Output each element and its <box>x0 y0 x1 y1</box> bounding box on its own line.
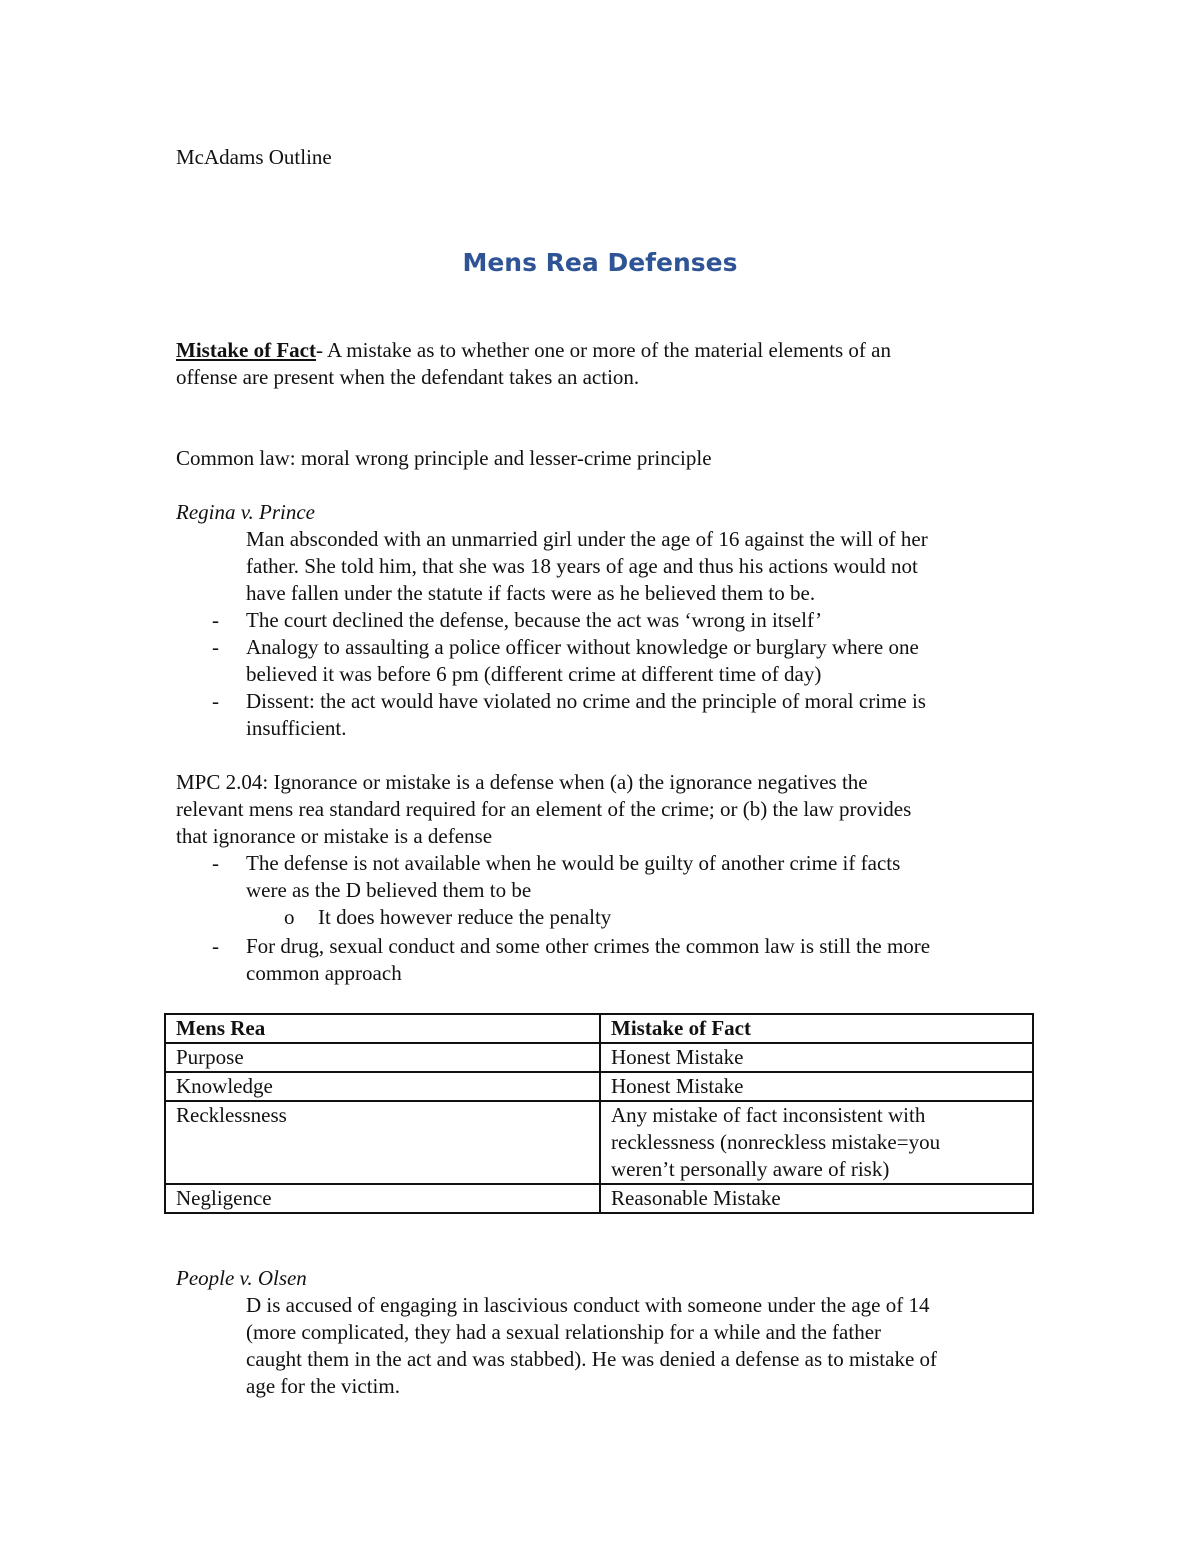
mens-rea-table <box>164 1013 1034 1214</box>
table-cell <box>600 1101 1033 1184</box>
sub-bullet-text: It does however reduce the penalty <box>318 905 612 929</box>
table-cell: Purpose <box>165 1043 600 1072</box>
facts-line-3: have fallen under the statute if facts were as he believed them to be. <box>246 581 816 605</box>
column-header-mens-rea: Mens Rea <box>165 1014 600 1043</box>
mistake-of-fact-definition <box>176 337 1036 391</box>
bullet-text: The defense is not available when he would be guilty of another crime if facts <box>246 851 901 875</box>
dash-marker: - <box>212 689 219 713</box>
table-cell: Honest Mistake <box>600 1072 1033 1101</box>
mpc-line-1: MPC 2.04: Ignorance or mistake is a defense when (a) the ignorance negatives the <box>176 770 868 794</box>
olsen-line-4: age for the victim. <box>246 1374 400 1398</box>
bullet-text: Dissent: the act would have violated no crime and the principle of moral crime is <box>246 689 926 713</box>
circle-bullet-marker: o <box>284 905 295 929</box>
olsen-line-3: caught them in the act and was stabbed). He was denied a defense as to mistake of <box>246 1347 938 1371</box>
dash-marker: - <box>212 934 219 958</box>
common-law-line: Common law: moral wrong principle and lesser-crime principle <box>176 446 712 470</box>
table-cell: Knowledge <box>165 1072 600 1101</box>
mpc-line-3: that ignorance or mistake is a defense <box>176 824 493 848</box>
case-name-olsen: People v. Olsen <box>176 1266 307 1290</box>
olsen-line-2: (more complicated, they had a sexual relationship for a while and the father <box>246 1320 882 1344</box>
bullet-text: believed it was before 6 pm (different crime at different time of day) <box>246 662 822 686</box>
bullet-text: For drug, sexual conduct and some other crimes the common law is still the more <box>246 934 931 958</box>
olsen-facts <box>246 1292 1036 1400</box>
outline-header: McAdams Outline <box>176 145 332 169</box>
dash-marker: - <box>212 851 219 875</box>
cell-line: weren’t personally aware of risk) <box>611 1157 890 1181</box>
table-header-row <box>165 1014 1033 1043</box>
table-row <box>165 1072 1033 1101</box>
cell-line: recklessness (nonreckless mistake=you <box>611 1130 941 1154</box>
mpc-line-2: relevant mens rea standard required for an element of the crime; or (b) the law provides <box>176 797 912 821</box>
column-header-mistake-of-fact: Mistake of Fact <box>600 1014 1033 1043</box>
case-name-regina: Regina v. Prince <box>176 500 315 524</box>
table-row <box>165 1043 1033 1072</box>
table-cell: Honest Mistake <box>600 1043 1033 1072</box>
table-cell: Reasonable Mistake <box>600 1184 1033 1213</box>
bullet-text: were as the D believed them to be <box>246 878 532 902</box>
bullet-text: insufficient. <box>246 716 347 740</box>
page-title: Mens Rea Defenses <box>462 248 738 277</box>
dash-marker: - <box>212 608 219 632</box>
dash-marker: - <box>212 635 219 659</box>
mistake-of-fact-term: Mistake of Fact <box>176 338 316 362</box>
mpc-paragraph <box>176 769 1036 850</box>
table-row <box>165 1101 1033 1184</box>
olsen-line-1: D is accused of engaging in lascivious conduct with someone under the age of 14 <box>246 1293 930 1317</box>
definition-line-2: offense are present when the defendant takes an action. <box>176 365 640 389</box>
bullet-text: The court declined the defense, because the act was ‘wrong in itself’ <box>246 608 823 632</box>
facts-line-2: father. She told him, that she was 18 years of age and thus his actions would not <box>246 554 918 578</box>
definition-line-1: - A mistake as to whether one or more of the material elements of an <box>315 338 891 362</box>
table-cell: Recklessness <box>165 1101 600 1184</box>
cell-line: Any mistake of fact inconsistent with <box>611 1103 926 1127</box>
regina-facts <box>246 526 1036 607</box>
bullet-text: common approach <box>246 961 402 985</box>
bullet-text: Analogy to assaulting a police officer without knowledge or burglary where one <box>246 635 919 659</box>
table-cell: Negligence <box>165 1184 600 1213</box>
table-row <box>165 1184 1033 1213</box>
facts-line-1: Man absconded with an unmarried girl under the age of 16 against the will of her <box>246 527 928 551</box>
